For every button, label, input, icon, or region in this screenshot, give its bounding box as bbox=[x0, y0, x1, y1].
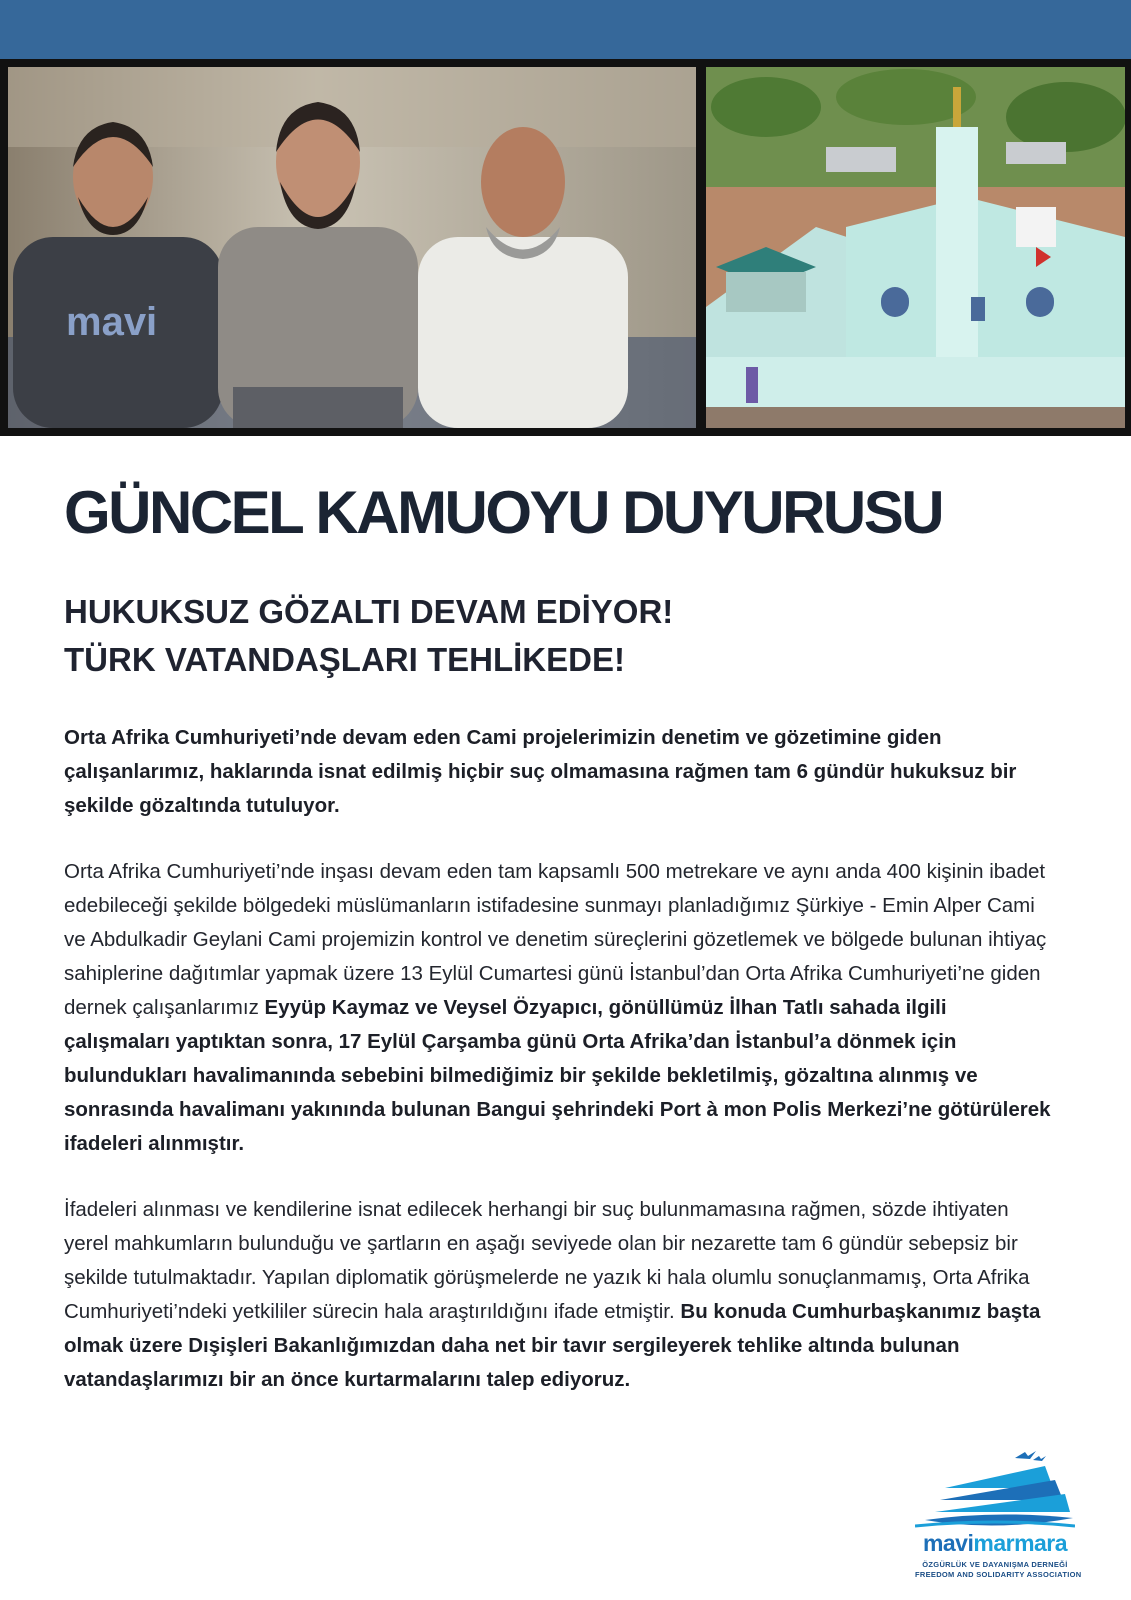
mosque-aerial-photo bbox=[706, 67, 1125, 428]
photo-banner bbox=[0, 59, 1131, 436]
page-title: GÜNCEL KAMUOYU DUYURUSU bbox=[64, 479, 943, 546]
paragraph-3-text: İfadeleri alınması ve kendilerine isnat edilecek herhangi bir suç bulunmamasına rağmen, sözde ihtiyaten yerel mahkumların bulunduğu ve şartların en aşağı seviyede olan bir nezarette tam 6 gündür sebepsiz bir şekilde tutulmaktadır. Yapılan diplomatik görüşmelerde ne yazık ki hala olumlu sonuçlanmamış, Orta Afrika Cumhuriyeti’ndeki yetkililer sürecin hala araştırıldığını ifade etmiştir. bbox=[64, 1198, 1030, 1323]
logo-tagline-en: FREEDOM AND SOLIDARITY ASSOCIATION bbox=[915, 1570, 1082, 1579]
paragraph-2-bold: Eyyüp Kaymaz ve Veysel Özyapıcı, gönüllümüz İlhan Tatlı sahada ilgili çalışmaları yaptıktan sonra, 17 Eylül Çarşamba günü Orta Afrika’dan İstanbul’a dönmek için bulundukları havalimanında sebebini bilmediğimiz bir şekilde bekletilmiş, gözaltına alınmış ve sonrasında havalimanı yakınında bulunan Bangui şehrindeki Port à mon Polis Merkezi’ne götürülerek ifadeleri alınmıştır. bbox=[64, 996, 1051, 1155]
paragraph-3-bold: Bu konuda Cumhurbaşkanımız başta olmak üzere Dışişleri Bakanlığımızdan daha net bir tavır sergileyerek tehlike altında bulunan vatandaşlarımızı bir an önce kurtarmalarını talep ediyoruz. bbox=[64, 1300, 1041, 1391]
detained-men-photo bbox=[8, 67, 696, 428]
subtitle-line-1: HUKUKSUZ GÖZALTI DEVAM EDİYOR! bbox=[64, 593, 674, 630]
mavi-marmara-logo bbox=[915, 1448, 1082, 1588]
top-color-bar bbox=[0, 0, 1131, 59]
logo-word-marmara: marmara bbox=[973, 1530, 1068, 1556]
page-subtitle bbox=[64, 588, 673, 684]
paragraph-2 bbox=[64, 855, 1054, 1161]
subtitle-line-2: TÜRK VATANDAŞLARI TEHLİKEDE! bbox=[64, 641, 625, 678]
shirt-logo-text: mavi bbox=[66, 300, 158, 344]
logo-word-mavi: mavi bbox=[922, 1530, 974, 1556]
ship-icon bbox=[915, 1448, 1075, 1532]
paragraph-1-text: Orta Afrika Cumhuriyeti’nde devam eden Cami projelerimizin denetim ve gözetimine giden çalışanlarımız, haklarında isnat edilmiş hiçbir suç olmamasına rağmen tam 6 gündür hukuksuz bir şekilde gözaltında tutuluyor. bbox=[64, 726, 1017, 817]
logo-wordmark bbox=[915, 1530, 1075, 1557]
paragraph-3 bbox=[64, 1193, 1054, 1397]
announcement-body bbox=[64, 721, 1054, 1397]
paragraph-2-text: Orta Afrika Cumhuriyeti’nde inşası devam eden tam kapsamlı 500 metrekare ve aynı anda 400 kişinin ibadet edebileceği şekilde bölgedeki müslümanların istifadesine sunmayı planladığımız Şürkiye - Emin Alper Cami ve Abdulkadir Geylani Cami projemizin kontrol ve denetim süreçlerini gözetlemek ve bölgede bulunan ihtiyaç sahiplerine dağıtımlar yapmak üzere 13 Eylül Cumartesi günü İstanbul’dan Orta Afrika Cumhuriyeti’ne giden dernek çalışanlarımız bbox=[64, 860, 1047, 1019]
logo-tagline-tr: ÖZGÜRLÜK VE DAYANIŞMA DERNEĞİ bbox=[922, 1560, 1068, 1569]
paragraph-1 bbox=[64, 721, 1054, 823]
